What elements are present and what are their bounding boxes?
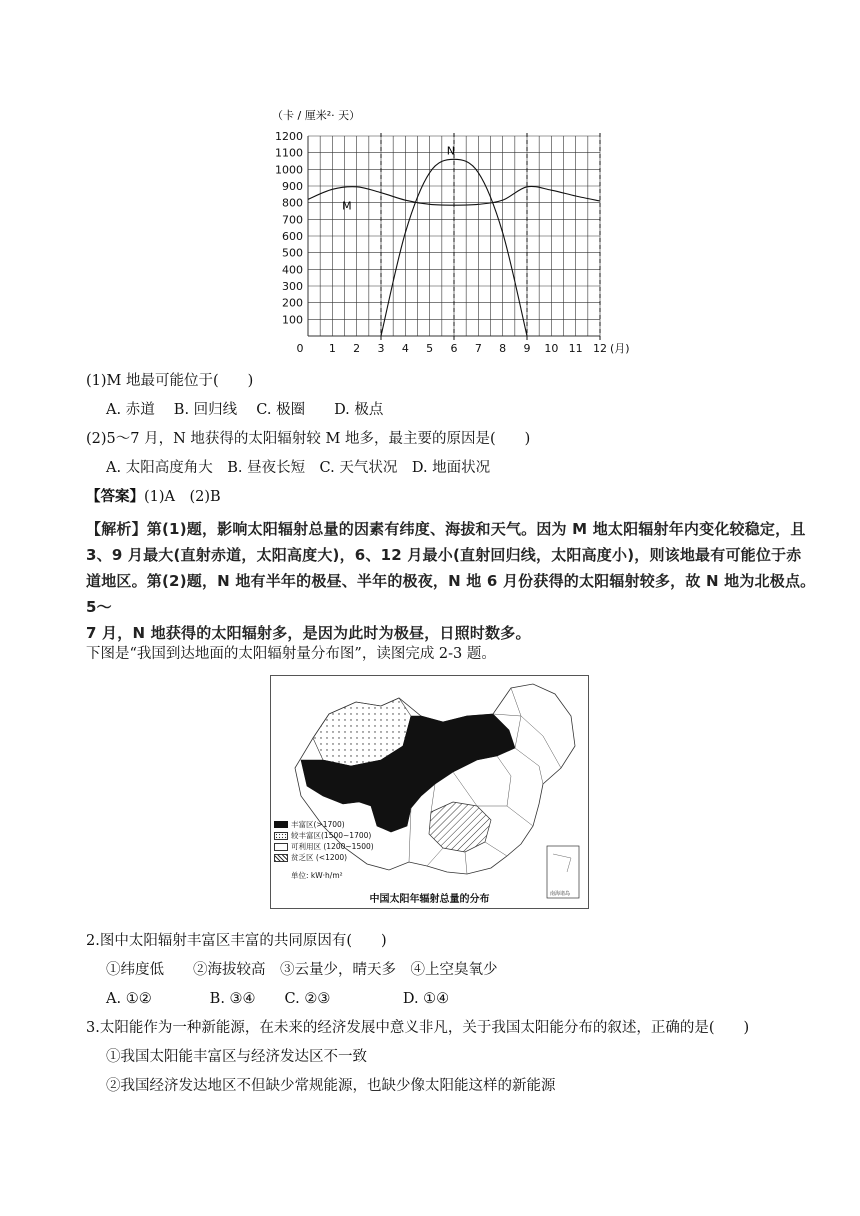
analysis-block [86,516,816,646]
map-caption: 中国太阳年辐射总量的分布 [369,894,490,905]
map-legend [274,819,392,880]
y-tick-label: 400 [282,263,303,277]
chart-grid [308,136,600,336]
answer-label: 【答案】 [86,488,144,505]
y-tick-label: 200 [282,296,303,310]
question-3-stem: 2.图中太阳辐射丰富区丰富的共同原因有( ) [86,933,387,949]
analysis-line-3: 道地区。第(2)题，N 地有半年的极昼、半年的极夜，N 地 6 月份获得的太阳辐射较多，故 N 地为北极点。5～ [86,572,816,616]
x-tick-label: 4 [401,342,409,355]
x-tick-label: 11 [568,342,583,355]
y-tick-label: 800 [282,196,303,210]
y-tick-label: 600 [282,230,303,243]
legend-swatch-white [274,843,288,851]
chart-unit-label: （卡 / 厘米²· 天） [272,109,361,122]
chart-x-ticks [297,342,630,355]
question-4-stem: 3.太阳能作为一种新能源，在未来的经济发展中意义非凡，关于我国太阳能分布的叙述，正确的是( ) [86,1020,750,1036]
y-tick-label: 1100 [275,146,303,160]
x-tick-label: 1 [328,342,336,355]
x-unit-label: (月) [610,342,630,355]
y-tick-label: 100 [282,313,303,327]
analysis-line-1: 【解析】第(1)题，影响太阳辐射总量的因素有纬度、海拔和天气。因为 M 地太阳辐射年内变化较稳定，且 [86,520,806,538]
legend-fairly-rich: 较丰富区(1500~1700) [274,830,392,841]
x-tick-label: 7 [474,342,482,355]
x-tick-label: 5 [426,342,434,355]
map-intro-text: 下图是“我国到达地面的太阳辐射量分布图”，读图完成 2-3 题。 [86,646,496,662]
legend-unit: 单位: kW·h/m² [291,871,343,880]
question-4-item-1: ①我国太阳能丰富区与经济发达区不一致 [106,1049,367,1065]
inset-label: 南海诸岛 [550,891,571,897]
legend-swatch-hatch [274,854,288,862]
question-1-stem: (1)M 地最可能位于( ) [86,373,254,389]
chart-y-ticks [275,130,303,326]
legend-swatch-dots [274,832,288,840]
radiation-chart [258,100,638,360]
china-radiation-map [270,675,589,909]
analysis-line-4: 7 月，N 地获得的太阳辐射多，是因为此时为极昼，日照时数多。 [86,624,531,642]
question-3-options: A. ①② B. ③④ C. ②③ D. ①④ [106,991,450,1007]
x-tick-label: 12 [593,342,607,355]
legend-poor: 贫乏区 (<1200) [274,852,392,863]
x-tick-label: 0 [296,342,304,355]
y-tick-label: 300 [282,280,303,293]
question-2-options: A. 太阳高度角大 B. 昼夜长短 C. 天气状况 D. 地面状况 [106,460,491,476]
legend-usable: 可利用区 (1200~1500) [274,841,392,852]
series-n-label: N [446,144,455,158]
y-tick-label: 700 [282,213,303,227]
answer-line [86,487,221,507]
analysis-line-2: 3、9 月最大(直射赤道，太阳高度大)，6、12 月最小(直射回归线，太阳高度小)，则该地最有可能位于赤 [86,546,802,564]
x-tick-label: 2 [353,342,361,355]
question-4-item-2: ②我国经济发达地区不但缺少常规能源，也缺少像太阳能这样的新能源 [106,1078,556,1094]
question-1-options: A. 赤道 B. 回归线 C. 极圈 D. 极点 [106,402,384,418]
legend-swatch-black [274,821,288,828]
question-3-items: ①纬度低 ②海拔较高 ③云量少，晴天多 ④上空臭氧少 [106,962,498,978]
x-tick-label: 10 [544,342,559,355]
question-2-stem: (2)5～7 月，N 地获得的太阳辐射较 M 地多，最主要的原因是( ) [86,431,531,447]
x-tick-label: 6 [450,342,458,355]
x-tick-label: 8 [499,342,507,355]
answer-text: (1)A (2)B [144,489,221,505]
series-m-label: M [342,199,352,213]
x-tick-label: 9 [523,342,531,355]
y-tick-label: 500 [282,246,303,260]
y-tick-label: 1200 [275,130,303,143]
x-tick-label: 3 [377,342,385,355]
y-tick-label: 1000 [275,163,303,177]
y-tick-label: 900 [282,180,303,193]
legend-rich: 丰富区(>1700) [274,819,392,830]
